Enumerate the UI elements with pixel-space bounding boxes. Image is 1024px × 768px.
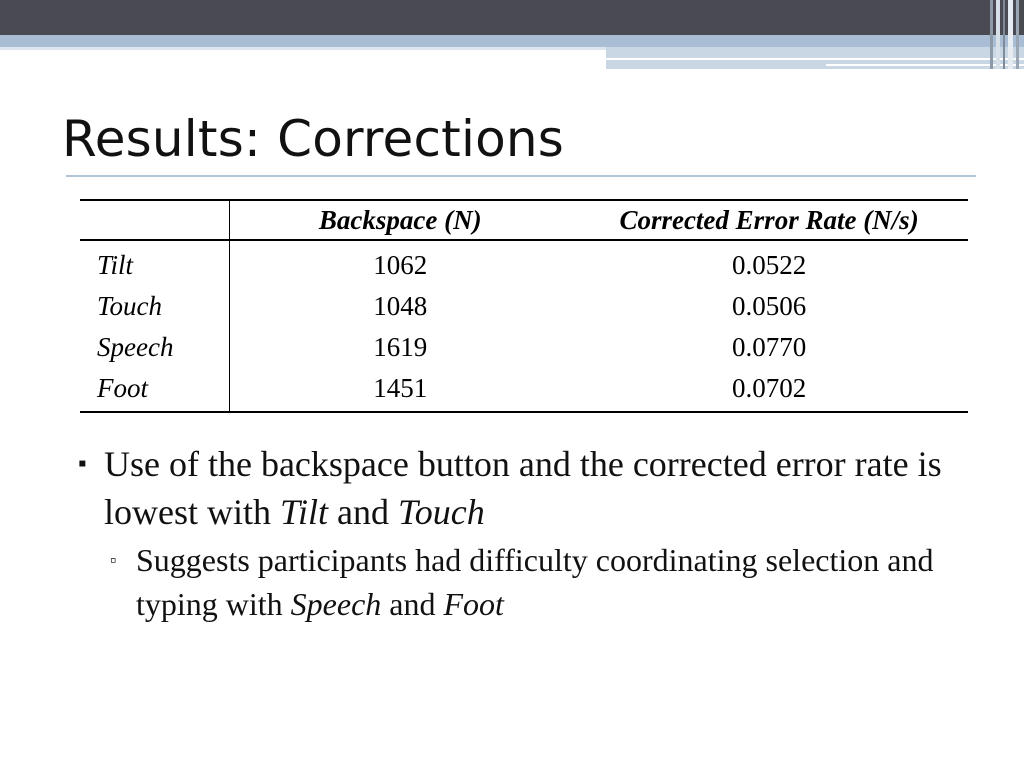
row-method: Foot [80, 368, 230, 412]
row-error-rate: 0.0522 [731, 250, 807, 280]
bullet-text: Suggests participants had difficulty coordinating selection and typing with [136, 542, 934, 622]
stripe [996, 0, 1000, 69]
header-band-dark [0, 0, 1024, 35]
row-error-rate: 0.0506 [731, 291, 807, 321]
bullet-level-1 [70, 440, 970, 536]
bullet-text: and [381, 586, 444, 622]
column-header-error-rate: Corrected Error Rate (N/s) [619, 204, 919, 235]
results-table [80, 199, 968, 413]
stripe [1016, 0, 1019, 69]
row-error-rate: 0.0770 [731, 332, 807, 362]
column-header-method [80, 200, 230, 240]
bullet-text: and [328, 492, 399, 532]
hollow-square-bullet-icon: ▫ [110, 550, 117, 570]
row-method: Touch [80, 286, 230, 327]
table-row [80, 368, 968, 412]
row-backspace: 1619 [373, 332, 428, 362]
bullet-level-2 [70, 538, 970, 626]
table-header-row [80, 200, 968, 240]
table-row [80, 327, 968, 368]
stripe [990, 0, 993, 69]
header-band-blue [0, 35, 1024, 47]
row-method: Speech [80, 327, 230, 368]
stripe [1003, 0, 1005, 69]
header-corner-stripes [990, 0, 1024, 69]
header-accent-line [606, 58, 1024, 60]
column-header-backspace: Backspace (N) [318, 204, 482, 235]
corrections-table [80, 199, 968, 413]
bullet-emphasis: Speech [290, 586, 382, 622]
bullet-text: Use of the backspace button and the corrected error rate is lowest with [104, 444, 942, 532]
bullet-emphasis: Tilt [280, 492, 329, 532]
square-bullet-icon: ▪ [78, 451, 87, 477]
stripe [1008, 0, 1013, 69]
row-method: Tilt [80, 240, 230, 286]
row-backspace: 1062 [373, 250, 428, 280]
row-backspace: 1451 [230, 368, 570, 412]
row-error-rate: 0.0702 [570, 368, 968, 412]
bullet-emphasis: Foot [443, 586, 504, 622]
row-backspace: 1048 [373, 291, 428, 321]
title-underline [66, 175, 976, 177]
table-row [80, 286, 968, 327]
table-row [80, 240, 968, 286]
bullet-list [70, 440, 970, 626]
bullet-emphasis: Touch [398, 492, 485, 532]
slide-title: Results: Corrections [62, 110, 564, 168]
